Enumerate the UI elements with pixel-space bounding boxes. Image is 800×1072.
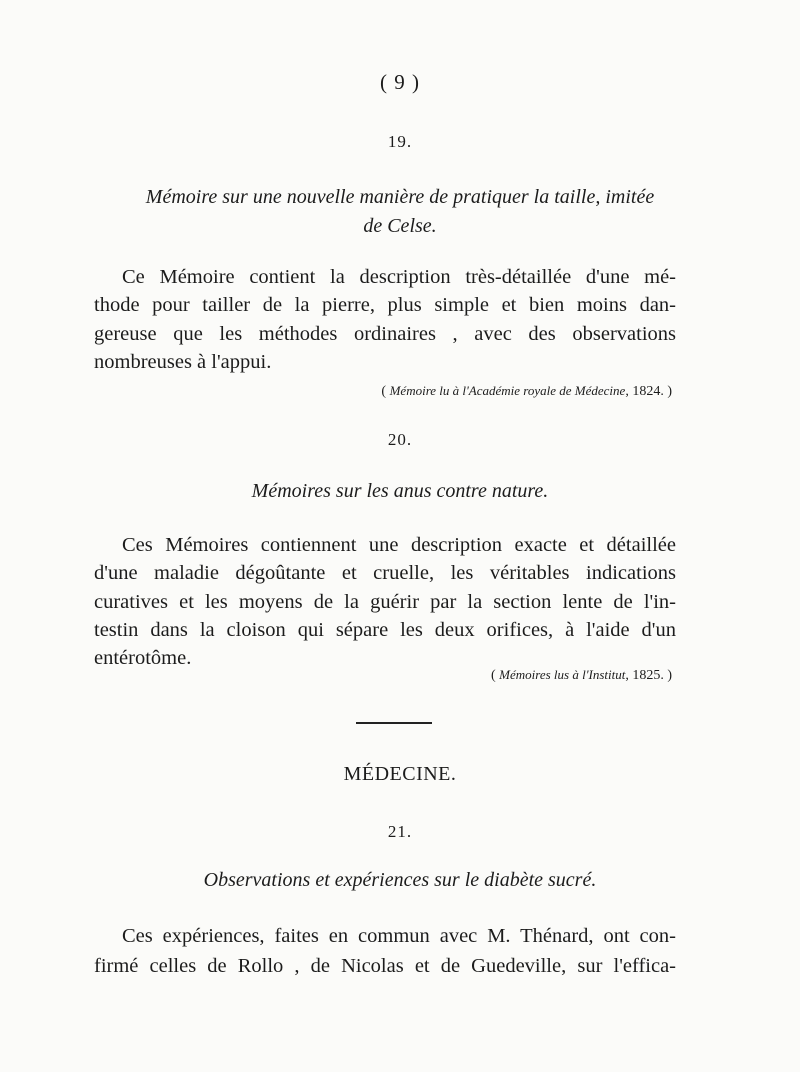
entry-20-body-line: curatives et les moyens de la guérir par la section lente de l'in- bbox=[94, 591, 676, 613]
entry-19-body-line: gereuse que les méthodes ordinaires , avec des observations bbox=[94, 323, 676, 345]
entry-20-source: ( Mémoires lus à l'Institut, 1825. ) bbox=[491, 667, 672, 683]
entry-21-body-line: firmé celles de Rollo , de Nicolas et de Guedeville, sur l'effica- bbox=[94, 955, 676, 977]
entry-19-body-line: thode pour tailler de la pierre, plus simple et bien moins dan- bbox=[94, 294, 676, 316]
entry-20-source-title: Mémoires lus à l'Institut bbox=[499, 667, 626, 682]
entry-21-number: 21. bbox=[387, 822, 413, 841]
entry-19-body-line: nombreuses à l'appui. bbox=[94, 351, 272, 373]
entry-20-body-line: entérotôme. bbox=[94, 647, 192, 669]
entry-20-body-line: d'une maladie dégoûtante et cruelle, les véritables indications bbox=[94, 562, 676, 584]
entry-19-body-line: Ce Mémoire contient la description très-détaillée d'une mé- bbox=[122, 266, 676, 288]
entry-20-body-line: testin dans la cloison qui sépare les deux orifices, à l'aide d'un bbox=[94, 619, 676, 641]
page-number: ( 9 ) bbox=[380, 70, 420, 94]
entry-21-title: Observations et expériences sur le diabète sucré. bbox=[203, 869, 597, 891]
entry-19-source-title: Mémoire lu à l'Académie royale de Médecine bbox=[389, 383, 626, 398]
entry-20-number: 20. bbox=[387, 430, 413, 449]
section-heading: MÉDECINE. bbox=[343, 763, 457, 785]
entry-20-title: Mémoires sur les anus contre nature. bbox=[251, 480, 549, 502]
entry-19-number: 19. bbox=[387, 132, 413, 151]
entry-21-body-line: Ces expériences, faites en commun avec M. Thénard, ont con- bbox=[122, 925, 676, 947]
section-divider bbox=[356, 722, 432, 724]
entry-19-title-line-2: de Celse. bbox=[363, 215, 437, 237]
entry-19-source: ( Mémoire lu à l'Académie royale de Médecine, 1824. ) bbox=[381, 383, 672, 399]
entry-20-body-line: Ces Mémoires contiennent une description exacte et détaillée bbox=[122, 534, 676, 556]
entry-19-title-line-1: Mémoire sur une nouvelle manière de pratiquer la taille, imitée bbox=[145, 186, 655, 208]
